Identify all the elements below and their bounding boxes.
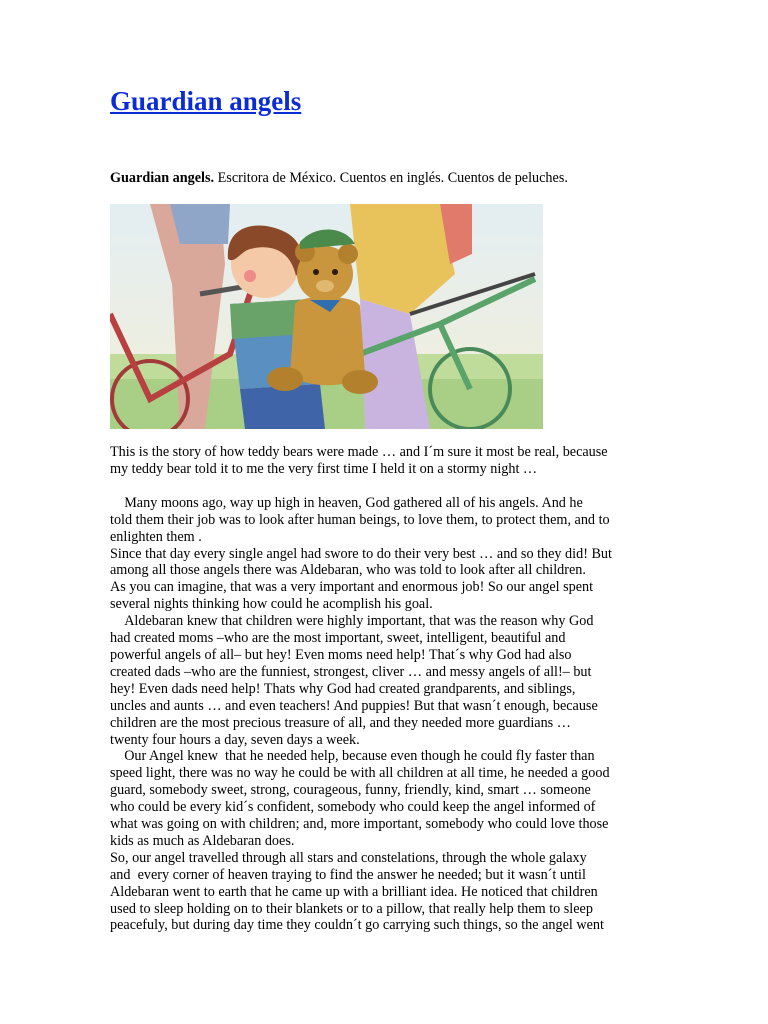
story-line: twenty four hours a day, seven days a week. [110, 731, 360, 748]
story-line: enlighten them . [110, 528, 202, 545]
story-line: children are the most precious treasure of all, and they needed more guardians … [110, 714, 571, 731]
story-line: created dads –who are the funniest, strongest, cliver … and messy angels of all!– but [110, 663, 592, 680]
story-line: Aldebaran knew that children were highly important, that was the reason why God [110, 613, 594, 630]
intro-bold-title: Guardian angels. [110, 170, 215, 186]
story-line: kids as much as Aldebaran does. [110, 832, 295, 849]
story-line: and every corner of heaven traying to find the answer he needed; but it wasn´t until [110, 866, 586, 883]
story-line: among all those angels there was Aldebaran, who was told to look after all children. [110, 562, 586, 579]
story-line: had created moms –who are the most important, sweet, intelligent, beautiful and [110, 630, 566, 647]
paragraph-gap [110, 478, 670, 495]
intro-description: Escritora de México. Cuentos en inglés. Cuentos de peluches. [214, 170, 568, 186]
story-line: Since that day every single angel had swore to do their very best … and so they did! But [110, 545, 612, 562]
story-line: guard, somebody sweet, strong, courageous, funny, friendly, kind, smart … someone [110, 782, 591, 799]
story-line: Our Angel knew that he needed help, because even though he could fly faster than [110, 748, 595, 765]
story-line: told them their job was to look after human beings, to love them, to protect them, and to [110, 511, 610, 528]
story-line: several nights thinking how could he acomplish his goal. [110, 596, 433, 613]
story-line: uncles and aunts … and even teachers! And puppies! But that wasn´t enough, because [110, 697, 598, 714]
story-line: Aldebaran went to earth that he came up with a brilliant idea. He noticed that children [110, 883, 598, 900]
story-line: So, our angel travelled through all stars and constelations, through the whole galaxy [110, 849, 587, 866]
story-line: what was going on with children; and, more important, somebody who could love those [110, 816, 609, 833]
story-line: who could be every kid´s confident, somebody who could keep the angel informed of [110, 799, 596, 816]
intro-line [110, 170, 568, 187]
story-illustration [110, 204, 543, 429]
story-line: speed light, there was no way he could be with all children at all time, he needed a good [110, 765, 610, 782]
story-line: This is the story of how teddy bears were made … and I´m sure it most be real, because [110, 444, 608, 460]
story-line: peacefuly, but during day time they couldn´t go carrying such things, so the angel went [110, 917, 604, 934]
story-body-text [110, 444, 670, 934]
story-line: As you can imagine, that was a very important and enormous job! So our angel spent [110, 579, 594, 596]
story-line: used to sleep holding on to their blankets or to a pillow, that really help them to sleep [110, 900, 593, 917]
story-line: Many moons ago, way up high in heaven, God gathered all of his angels. And he [110, 494, 583, 511]
story-line: my teddy bear told it to me the very first time I held it on a stormy night … [110, 460, 538, 477]
page-title-link[interactable]: Guardian angels [110, 86, 302, 116]
story-line: powerful angels of all– but hey! Even moms need help! That´s why God had also [110, 646, 572, 663]
story-line: hey! Even dads need help! Thats why God had created grandparents, and siblings, [110, 680, 576, 697]
